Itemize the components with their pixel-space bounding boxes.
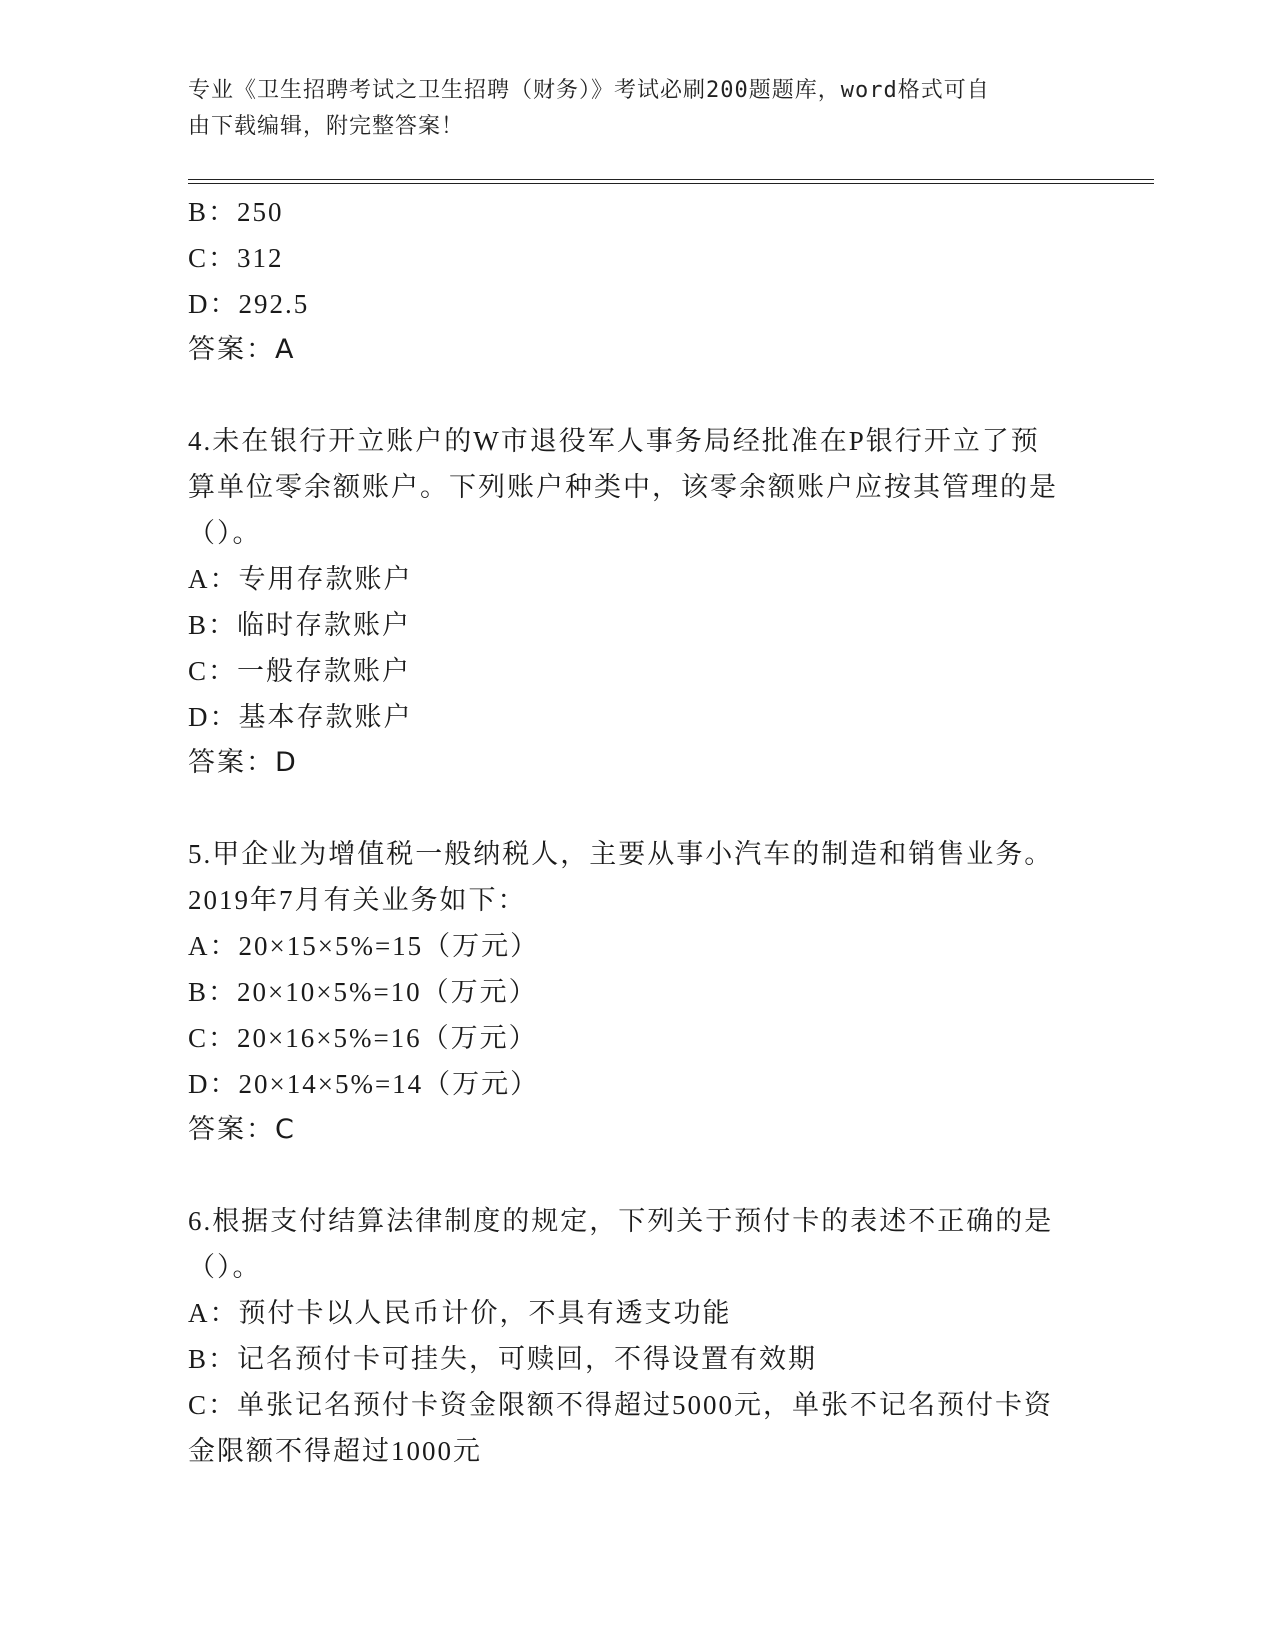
question-5 bbox=[188, 831, 1068, 1153]
question-3-tail bbox=[188, 189, 1068, 373]
q4-option-a: A：专用存款账户 bbox=[188, 564, 413, 594]
q3-option-b: B：250 bbox=[188, 197, 284, 227]
spacer bbox=[188, 373, 1068, 418]
spacer bbox=[188, 786, 1068, 831]
q5-option-c: C：20×16×5%=16（万元） bbox=[188, 1023, 538, 1053]
q4-answer: 答案：D bbox=[188, 747, 298, 778]
q4-option-d: D：基本存款账户 bbox=[188, 702, 413, 732]
q6-stem-line-1: 6.根据支付结算法律制度的规定，下列关于预付卡的表述不正确的是 bbox=[188, 1206, 1054, 1236]
header-divider-top bbox=[188, 179, 1154, 180]
q4-option-b: B：临时存款账户 bbox=[188, 610, 412, 640]
spacer bbox=[188, 1153, 1068, 1198]
q5-stem-line-2: 2019年7月有关业务如下： bbox=[188, 885, 527, 915]
q5-option-b: B：20×10×5%=10（万元） bbox=[188, 977, 538, 1007]
q4-stem-line-2: 算单位零余额账户。下列账户种类中，该零余额账户应按其管理的是 bbox=[188, 472, 1058, 502]
q6-option-c-line-2: 金限额不得超过1000元 bbox=[188, 1436, 482, 1466]
q5-option-a: A：20×15×5%=15（万元） bbox=[188, 931, 540, 961]
header-title-line-1: 专业《卫生招聘考试之卫生招聘（财务）》考试必刷200题题库，word格式可自 bbox=[188, 78, 990, 103]
question-4 bbox=[188, 418, 1068, 786]
q6-option-a: A：预付卡以人民币计价，不具有透支功能 bbox=[188, 1298, 732, 1328]
q6-option-b: B：记名预付卡可挂失，可赎回，不得设置有效期 bbox=[188, 1344, 818, 1374]
q4-stem-line-1: 4.未在银行开立账户的W市退役军人事务局经批准在P银行开立了预 bbox=[188, 426, 1040, 456]
q6-stem-line-2: （）。 bbox=[188, 1252, 262, 1282]
q5-answer: 答案：C bbox=[188, 1114, 296, 1145]
q6-option-c-line-1: C：单张记名预付卡资金限额不得超过5000元，单张不记名预付卡资 bbox=[188, 1390, 1054, 1420]
q4-stem-line-3: （）。 bbox=[188, 518, 262, 548]
document-header bbox=[188, 73, 1068, 145]
header-title-line-2: 由下载编辑，附完整答案！ bbox=[188, 114, 465, 139]
q3-option-c: C：312 bbox=[188, 243, 284, 273]
q4-option-c: C：一般存款账户 bbox=[188, 656, 412, 686]
q3-answer: 答案：A bbox=[188, 334, 296, 365]
q3-option-d: D：292.5 bbox=[188, 289, 310, 319]
document-body bbox=[188, 189, 1068, 1474]
header-divider-bottom bbox=[188, 183, 1154, 184]
q5-stem-line-1: 5.甲企业为增值税一般纳税人，主要从事小汽车的制造和销售业务。 bbox=[188, 839, 1054, 869]
question-6 bbox=[188, 1198, 1068, 1474]
q5-option-d: D：20×14×5%=14（万元） bbox=[188, 1069, 540, 1099]
